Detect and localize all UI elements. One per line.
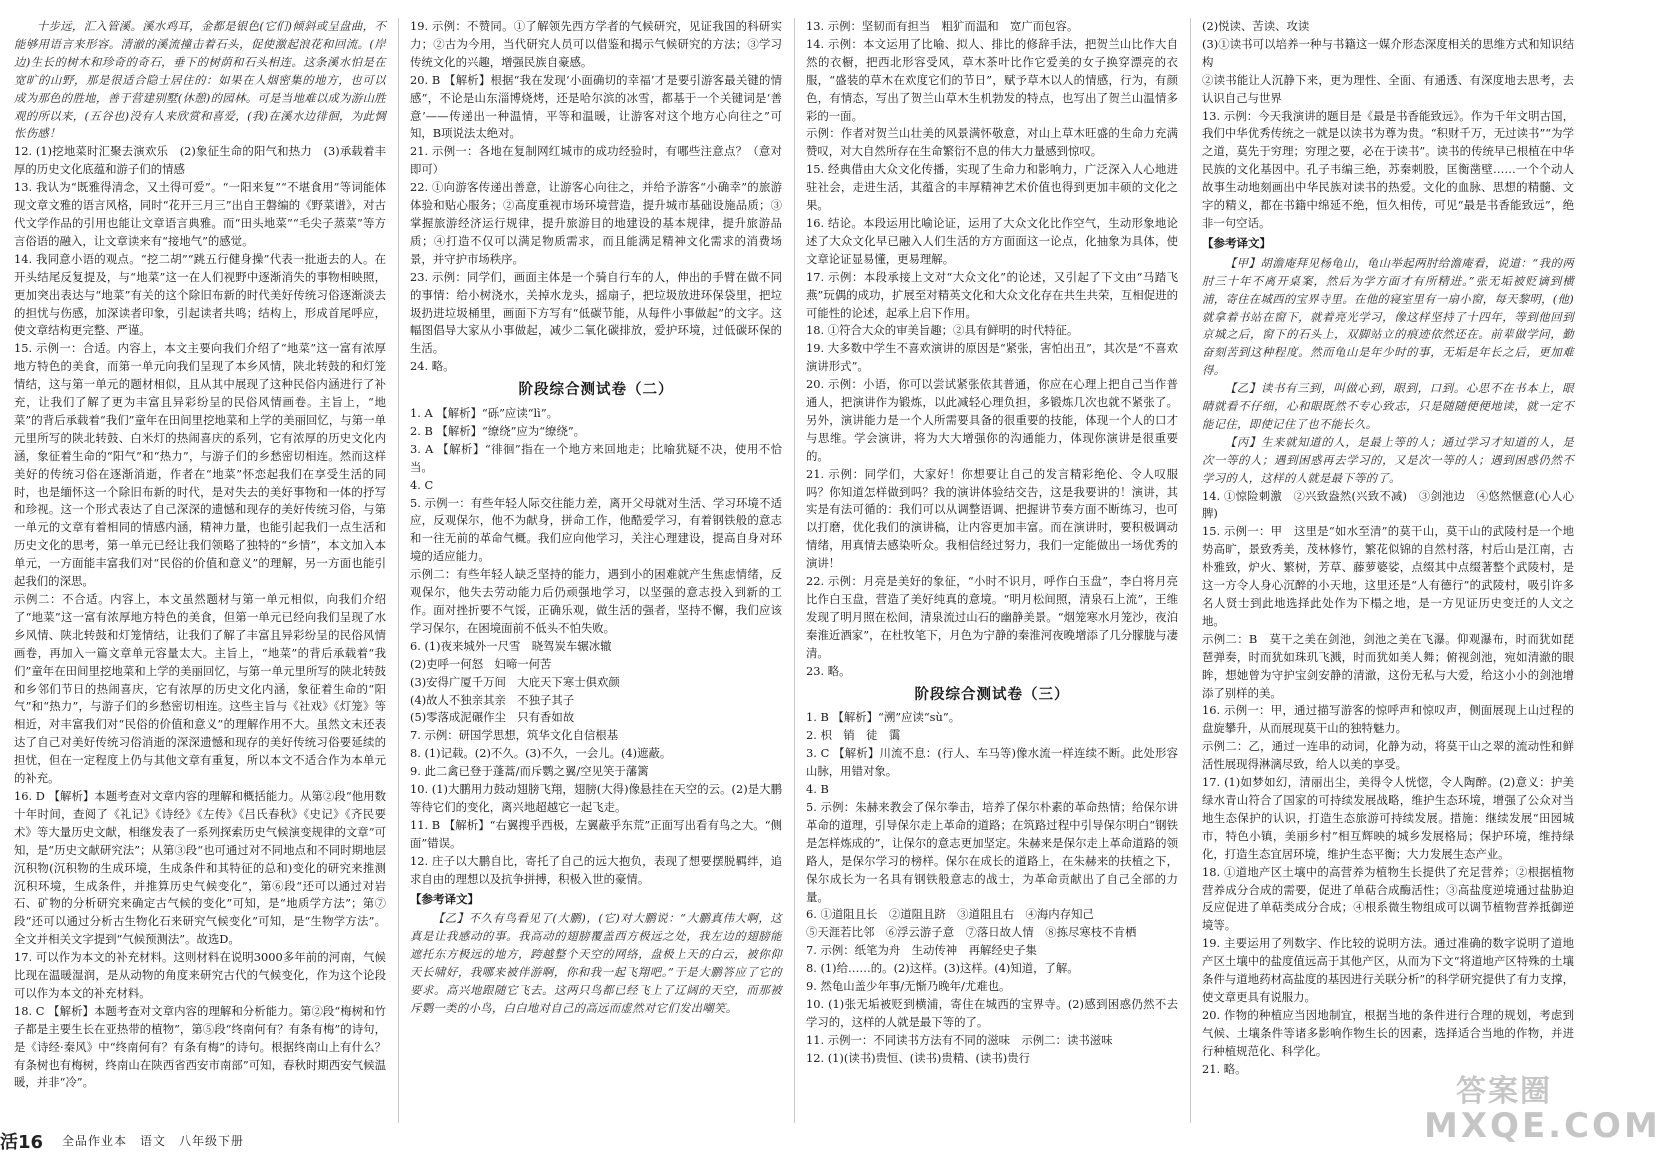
- book-title: 全品作业本 语文 八年级下册: [62, 1134, 245, 1148]
- translation-paragraph: 【甲】胡澹庵拜见杨龟山，龟山举起两肘给澹庵看，说道：“我的两肘三十年不离开桌案，然后为学方面才有所精进。”张无垢被贬谪到横浦，寄住在城西的宝界寺里。在他的寝室里有一扇小窗，每天黎明，(他)就拿着书站在窗下，就着亮光学习，像这样坚持了十四年，等到他回到京城之后，窗下的石头上，双脚站立的痕迹依然还在。前辈做学问，勤奋刻苦到这种程度。然而龟山是年少时的事，无垢是年长之后，更加难得。: [1202, 255, 1574, 378]
- answer-item: 23. 略。: [806, 663, 851, 678]
- answer-item: 4. C: [410, 477, 434, 492]
- answer-item: (5)零落成泥碾作尘 只有香如故: [410, 710, 575, 725]
- answer-item: 13. 示例：今天我演讲的题目是《最是书香能致远》。作为千年文明古国，我们中华优秀传统之一就是以读书为尊为贵。“积财千万，无过读书”“为学之道，莫先于穷理；穷理之要，必在于读书”。读书的传统早已根植在中华民族的文化基因中。孔子韦编三绝，苏秦刺股，匡衡凿壁……一个个动人故事生动地刻画出中华民族对读书的热爱。文化的血脉、思想的精髓、文字的精义，都在书籍中绵延不绝，恒久相传，可见“最是书香能致远”，绝非一句空话。: [1202, 108, 1574, 230]
- answer-item: 16. 结论。本段运用比喻论证，运用了大众文化比作空气，生动形象地论述了大众文化早已融入人们生活的方方面面这一论点，化抽象为具体，使文章论证显易懂，更易理解。: [806, 215, 1178, 266]
- answer-item: 3. A 【解析】“徘徊”指在一个地方来回地走；比喻犹疑不决，使用不恰当。: [410, 441, 782, 474]
- answer-item: 9. 然龟山盖少年事/无惭乃晚年/尤难也。: [806, 979, 1011, 994]
- answer-item: 19. 主要运用了列数字、作比较的说明方法。通过准确的数字说明了道地产区土壤中的盐度值远高于其他产区，从而为下文“将道地产区特殊的土壤条件与道地药材高盐度的基因进行关联分析”的科学研究提供了有力支撑，使文章更具有说服力。: [1202, 936, 1574, 1004]
- answer-item: 17. 可以作为本文的补充材料。这则材料在说明3000多年前的河南，气候比现在温暖湿润，是从动物的角度来研究古代的气候变化，作为这个论段可以作为本文的补充材料。: [14, 950, 386, 1000]
- answer-item: 10. (1)大鹏用力鼓动翅膀飞翔，翅膀(大得)像悬挂在天空的云。(2)是大鹏等待它们的变化，离兴地超越它一起飞走。: [410, 782, 782, 814]
- answer-item: 14. 我同意小语的观点。“挖二胡”“跳五行健身操”代表一批逝去的人。在开头结尾反复提及，与“地菜”这一在人们视野中逐渐消失的事物相映照，更加突出表达与“地菜”有关的这个除旧布新的时代美好传统习俗逐渐淡去的担忧与伤感，加深读者印象，引起读者共鸣；结构上，形成首尾呼应，使文章结构更完整、严谨。: [14, 251, 386, 338]
- column-divider: [794, 18, 795, 1123]
- answer-item: 17. 示例：本段承接上文对“大众文化”的论述，又引起了下文由“马踏飞燕”玩偶的成功，扩展至对精英文化和大众文化存在共生共荣，互相促进的可能性的论述，起承上启下作用。: [806, 269, 1178, 320]
- reference-translation-heading: 【参考译文】: [410, 891, 479, 906]
- answer-item: 5. 示例一：有些年轻人际交往能力差，离开父母就对生活、学习环境不适应，反观保尔，他不为献身，拼命工作，他酷爱学习，有着钢铁般的意志和一往无前的革命气概。我们应向他学习，关注心理建设，提高自身对环境的适应能力。: [410, 495, 782, 564]
- translation-paragraph: 【乙】读书有三到，叫做心到，眼到，口到。心思不在书本上，眼睛就看不仔细，心和眼既然不专心致志，只是随随便便地读，就一定不能记住，即使记住了也不能长久。: [1202, 381, 1574, 431]
- answer-item: 23. 示例：同学们，画面主体是一个骑自行车的人，伸出的手臂在做不同的事情：给小树浇水，关掉水龙头，摇扇子，把垃圾放进环保袋里，把垃圾扔进垃圾桶里，画面下方写有“低碳节能，从每件小事做起”的文字。这幅图倡导大家从小事做起，减少二氧化碳排放，爱护环境，过低碳环保的生活。: [410, 269, 782, 356]
- column-divider: [398, 18, 399, 1123]
- answer-item: (3)安得广厦千万间 大庇天下寒士俱欢颜: [410, 674, 620, 689]
- answer-item: 18. ①符合大众的审美旨趣；②具有鲜明的时代特征。: [806, 323, 1079, 338]
- answer-item: 20. B 【解析】根据“我在发现‘小面确切的幸福’才是要引游客最关键的情感”，不论是山东淄博烧烤，还是哈尔滨的冰雪，都基于一个关键词是‘善意’——传递出一种温情，平等和温暖，让游客对这个地方心向往之”可知，B项说法太绝对。: [410, 72, 782, 141]
- answer-item: 14. 示例：本文运用了比喻、拟人、排比的修辞手法，把贺兰山比作大自然的衣橱，把西北形容受风，草木茶叶比作它爱美的女子换穿漂亮的衣服，“盛装的草木在欢度它们的节日”，赋予草木以人的情感，行为，有颜色，有情态，写出了贺兰山草木生机勃发的特点，也写出了贺兰山温情多彩的一面。: [806, 36, 1178, 123]
- answer-item: 8. (1)给……的。(2)这样。(3)这样。(4)知道，了解。: [806, 961, 1079, 976]
- answer-column-1: [14, 18, 386, 1128]
- section-title: 阶段综合测试卷（二）: [518, 382, 674, 399]
- answer-item: 21. 示例一：各地在复制网红城市的成功经验时，有哪些注意点？（意对即可）: [410, 144, 782, 177]
- answer-item: 16. D 【解析】本题考查对文章内容的理解和概括能力。从第②段“他用数十年时间，查阅了《礼记》《诗经》《左传》《吕氏春秋》《史记》《齐民要术》等大量历史文献，相继发表了一系列探索历史气候演变规律的文章”可知，是“历史文献研究法”；从第③段“也可通过对不同地点和不同时期地层沉积物(沉积物的生成环境，生成条件和其特征的总和)变化的研究来推测沉积环境，生成条件，并推算历史气候变化”，第⑥段“还可以通过对岩石、矿物的分析研究来确定古气候的变化”可知，是“地质学方法”；第⑦段“还可以通过分析古生物化石来研究气候变化”可知，是“生物学方法”。全文并相关文字提到“气候预测法”。故选D。: [14, 788, 386, 947]
- answer-column-2: [410, 18, 782, 1128]
- answer-item: 4. B: [806, 782, 829, 797]
- answer-item: ②读书能让人沉静下来，更为理性、全面、有通透、有深度地去思考，去认识自己与世界: [1202, 72, 1574, 105]
- answer-column-4: [1202, 18, 1574, 1128]
- answer-item: 2. 枳 销 徒 霭: [806, 728, 901, 743]
- answer-item: (2)吏呼一何怒 妇啼一何苦: [410, 656, 552, 671]
- answer-item: 15. 经典借由大众文化传播，实现了生命力和影响力，广泛深入人心地进驻社会，走进生活，其蕴含的丰厚精神艺术价值也得到更加丰硕的文化之果。: [806, 162, 1178, 213]
- answer-item: 16. 示例一：甲，通过描写游客的惊呼声和惊叹声，侧面展现上山过程的盘旋攀升，从而展现莫干山的独特魅力。: [1202, 703, 1574, 736]
- answer-item: 11. 示例一：不同读书方法有不同的滋味 示例二：读书滋味: [806, 1032, 1113, 1047]
- answer-item: 10. (1)张无垢被贬到横浦，寄住在城西的宝界寺。(2)感到困惑仍然不去学习的，这样的人就是最下等的了。: [806, 996, 1178, 1029]
- watermark-cn: 答案圈: [1456, 1074, 1552, 1109]
- answer-item: 15. 示例一：甲 这里是“如水至清”的莫干山，莫干山的武陵村是一个地势高旷，景致秀美，茂林修竹，繁花似锦的自然村落，村后山是江南，古朴雅致，炉火、繁树，芳草、藤萝婆娑，点缀其中点缀著整个武陵村，是这一方令人身心沉醉的小天地，这里还是“人有德行”的武陵村，吸引许多名人贤士到此地选择此处作为下榻之地，是一方见证历史变迁的人文之地。: [1202, 524, 1574, 628]
- answer-item: 18. C 【解析】本题考查对文章内容的理解和分析能力。第②段“梅树和竹子都是主要生长在亚热带的植物”，第⑤段“终南何有？有条有梅”的诗句，是《诗经·秦风》中“终南何有？有条有梅”的诗句。根据终南山上有什么？有条树也有梅树，终南山在陕西省西安市南部”可知，春秋时期西安气候温暖，并非“冷”。: [14, 1003, 386, 1090]
- answer-item: 示例二：B 莫干之美在剑池，剑池之美在飞瀑。仰观瀑布，时而犹如琵琶弹奏，时而犹如珠玑飞溅，时而犹如美人舞；俯视剑池，宛如清澈的眼眸，想她曾为守护宝剑安静的清澈，这份无私与大爱，给这小小的剑池增添了别样的美。: [1202, 631, 1574, 700]
- answer-item: 20. 示例：小语，你可以尝试紧张依其普通，你应在心理上把自己当作普通人，把演讲作为锻炼，以此减轻心理负担，多锻炼几次也就不紧张了。另外，演讲能力是一个人所需要具备的很重要的技能，体现一个人的口才与思维。学会演讲，将为大大增强你的沟通能力，体现你演讲是很重要的。: [806, 377, 1178, 463]
- answer-item: 示例：作者对贺兰山壮美的风景满怀敬意，对山上草木旺盛的生命力充满赞叹，对大自然所存在生命繁衍不息的伟大力量感到惊叹。: [806, 126, 1178, 159]
- column-divider: [1190, 18, 1191, 1123]
- answer-item: 24. 略。: [410, 359, 455, 374]
- answer-item: (4)故人不独亲其亲 不独子其子: [410, 692, 575, 707]
- translation-paragraph: 【丙】生来就知道的人，是最上等的人；通过学习才知道的人，是次一等的人；遇到困惑再去学习的，又是次一等的人；遇到困惑仍然不学习的人，这样的人就是最下等的了。: [1202, 434, 1574, 485]
- answer-item: 21. 示例：同学们，大家好！你想要让自己的发言精彩绝伦、令人叹服吗？你知道怎样做到吗？我的演讲体验结交告，这是我要讲的！演讲，其实是有法可循的：我们可以从调整语调、把握讲节奏方面不断练习，也可以打磨，优化我们的演讲稿，让内容更加丰富。而在演讲时，要积极调动情绪，用真情去感染听众。我相信经过努力，我们一定能做出一场优秀的演讲！: [806, 466, 1178, 571]
- page-footer: [0, 1128, 400, 1154]
- answer-item: 11. B 【解析】“右翼搜乎西极，左翼蔽乎东荒”正面写出看有鸟之大。“侧面”错误。: [410, 817, 782, 850]
- section-title: 阶段综合测试卷（三）: [914, 686, 1070, 703]
- answer-item: 21. 略。: [1202, 1061, 1247, 1076]
- answer-item: 12. 庄子以大鹏自比，寄托了自己的远大抱负，表现了想要摆脱羁绊，追求自由的理想以及抗争拼搏，积极入世的豪情。: [410, 853, 782, 886]
- answer-item: 12. (1)挖地菜时汇聚去演欢乐 (2)象征生命的阳气和热力 (3)承载着丰厚的历史文化底蕴和游子们的情感: [14, 144, 386, 177]
- answer-item: (2)悦读、苦读、攻读: [1202, 19, 1310, 33]
- answer-item: 6. ①道阻且长 ②道阻且跻 ③道阻且右 ④海内存知己: [806, 907, 1094, 922]
- answer-item: 12. (1)(读书)贵恒、(读书)贵精、(读书)贵行: [806, 1050, 1031, 1065]
- answer-item: 3. C 【解析】川流不息：(行人、车马等)像水流一样连续不断。此处形容山脉，用错对象。: [806, 746, 1178, 779]
- answer-item: 2. B 【解析】“缭绕”应为“缭绕”。: [410, 423, 586, 438]
- answer-item: 15. 示例一：合适。内容上，本文主要向我们介绍了“地菜”这一富有浓厚地方特色的美食，而第一单元向我们呈现了本乡风情，陕北转鼓的和灯笼情结，这与第一单元的题材相似，且从其中展现了这种民俗内涵进行了补充，让我们了解了更为丰富且异彩纷呈的民俗风情画卷。主旨上，“地菜”的背后承载着“我们”童年在田间里挖地菜和上学的美丽回忆，与第一单元里所写的陕北转鼓、白米灯的热闹喜庆的系列，它有浓厚的历史文化内涵，象征着生命的“阳气”和“热力”，与游子们的乡愁密切相连。然而这样美好的传统习俗在逐渐消逝，作者在“地菜”怀恋起我们在享受生活的同时，也是缅怀这一个除旧布新的时代，是对失去的美好事物和一体的抒写和珍视。这一个形式表达了自己深深的遗憾和现存的美好传统习俗，与第一单元的文章有着相同的情感内涵，精神力量，也能引起我们一点生活和历史文化的思考，第一单元已经让我们领略了独特的“乡情”，本文加入本单元，一方面能丰富我们对“民俗的价值和意义”的理解，另一方面也能引起我们的深思。: [14, 341, 386, 589]
- answer-item: ⑤天涯若比邻 ⑥浮云游子意 ⑦落日故人情 ⑧拣尽寒枝不肯栖: [806, 925, 1137, 940]
- site-watermark: [1396, 1060, 1661, 1156]
- answer-item: 20. 作物的种植应当因地制宜，根据当地的条件进行合理的规划，考虑到气候、土壤条件等诸多影响作物生长的因素，选择适合当地的作物，并进行种植规范化、科学化。: [1202, 1007, 1574, 1058]
- answer-item: 19. 示例：不赞同。①了解领先西方学者的气候研究，见证我国的科研实力；②古为今用，当代研究人员可以借鉴和揭示气候研究的方法；③学习传统文化的兴趣，增强民族自豪感。: [410, 19, 782, 69]
- answer-item: 19. 大多数中学生不喜欢演讲的原因是“紧张，害怕出丑”，其次是“不喜欢演讲形式”。: [806, 341, 1178, 374]
- answer-item: 1. A 【解析】“砾”应读“lì”。: [410, 406, 559, 421]
- translation-paragraph: 十步远，汇入管溪。溪水鸡耳，金都是银色(它们)倾斜或呈盘曲，不能够用语言来形容。清澈的溪流撞击着石头，促使激起浪花和回流。(岸边)生长的树木和珍奇的奇石，垂下的树荫和石头相连。这条溪水怕是在宽旷的山野，那是很适合隐士居住的：如果在人烟密集的地方，也可以成为那色的胜地，善于营建别墅(休憩)的园林。可是当地难以成为游山胜观的所以来，(五谷也)没有人来欣赏和喜爱，(我)在溪水边徘徊，为此惆怅伤感！: [14, 19, 386, 141]
- answer-item: 7. 示例：研国学思想，筑华文化自信根基: [410, 728, 619, 743]
- answer-item: 6. (1)夜来城外一尺雪 晓驾炭车辗冰辙: [410, 638, 612, 653]
- answer-item: 22. 示例：月亮是美好的象征，“小时不识月，呼作白玉盘”，李白将月亮比作白玉盘，营造了美好纯真的意境。“明月松间照，清泉石上流”，王维发现了明月照在松间，清泉流过山石的幽静美景。“烟笼寒水月笼沙，夜泊秦淮近酒家”，在杜牧笔下，月色为宁静的秦淮河夜晚增添了几分朦胧与凄清。: [806, 574, 1178, 660]
- answer-item: 13. 示例：坚韧而有担当 粗犷而温和 宽广而包容。: [806, 19, 1079, 33]
- answer-item: 示例二：有些年轻人缺乏坚持的能力，遇到小的困难就产生焦虑情绪，反观保尔，他失去劳动能力后仍顽强地学习，以坚强的意志投入到新的工作。面对挫折要不气馁，正确乐观，做生活的强者，坚持不懈，我们应该学习保尔，在困境面前不低头不怕失败。: [410, 567, 782, 635]
- answer-item: (3)①读书可以培养一种与书籍这一媒介形态深度相关的思维方式和知识结构: [1202, 36, 1574, 69]
- answer-item: 17. (1)如梦如幻，清丽出尘，美得令人恍惚，令人陶醉。(2)意义：护美绿水青山符合了国家的可持续发展战略，维护生态环境，增强了公众对当地生态保护的认识，打造生态旅游可持续发展。措施：继续发展“田园城市，特色小镇，美丽乡村”相互辉映的城乡发展格局；保护环境，维持绿化，打造生态宜居环境，维护生态平衡；大力发展生态产业。: [1202, 775, 1574, 861]
- answer-item: 示例二：不合适。内容上，本文虽然题材与第一单元相似，向我们介绍了“地菜”这一富有浓厚地方特色的美食，但第一单元已经向我们呈现了水乡风情、陕北转鼓和灯笼情结，让我们了解了丰富且异彩纷呈的民俗风情画卷，再加入一篇文章单元容量太大。主旨上，“地菜”的背后承载着“我们”童年在田间里挖地菜和上学的美丽回忆，与第一单元里所写的陕北转鼓和乡邻们节日的热闹喜庆，它有浓厚的历史文化内涵，象征着生命的“阳气”和“热力”，与游子们的乡愁密切相连。这些主旨与《社戏》《灯笼》等相近，对丰富我们对“民俗的价值和意义”的理解作用不大。虽然文末还表达了自己对美好传统习俗消逝的深深遗憾和现存的美好传统习俗要延续的担忧，但在一定程度上仍与其他文章有重复，所以本文不适合作为本单元的补充。: [14, 592, 386, 786]
- answer-item: 示例二：乙，通过一连串的动词，化静为动，将莫干山之翠的流动性和鲜活性展现得淋漓尽致，给人以美的享受。: [1202, 739, 1574, 772]
- answer-item: 7. 示例：纸笔为舟 生动传神 再解经史子集: [806, 943, 1037, 958]
- answer-item: 13. 我认为“既雅得清念，又土得可爱”。“一阳来复”“不堪食用”等词能体现文章文雅的语言风格，同时“花开三月三”出自王磐编的《野菜谱》，对古代文学作品的引用也能让文章语言典雅。而“田头地菜”“毛尖子蒸菜”等方言俗语的融入，让文章读来有“接地气”的感觉。: [14, 180, 386, 248]
- answer-item: 8. (1)记载。(2)不久。(3)不久，一会儿。(4)遮蔽。: [410, 746, 672, 761]
- answer-item: 14. ①惊险刺激 ②兴致盎然(兴致不减) ③剑池边 ④悠然惬意(心人心脾): [1202, 488, 1574, 521]
- watermark-en: MXQE.COM: [1424, 1106, 1661, 1146]
- reference-translation-heading: 【参考译文】: [1202, 235, 1271, 250]
- answer-column-3: [806, 18, 1178, 1128]
- page-number: 活16: [0, 1132, 44, 1153]
- answer-item: 5. 示例：朱赫来教会了保尔拳击，培养了保尔朴素的革命热情；给保尔讲革命的道理，引导保尔走上革命的道路；在筑路过程中引导保尔明白“钢铁是怎样炼成的”，让保尔的意志更加坚定。朱赫来是保尔走上革命道路的领路人，是保尔学习的榜样。保尔在成长的道路上，在朱赫来的扶植之下，保尔成长为一名具有钢铁般意志的战士，为革命贡献出了自己全部的力量。: [806, 799, 1178, 904]
- answer-item: 9. 此二禽已登于蓬蒿/而斥鹦之翼/空见笑于藩篱: [410, 764, 649, 779]
- translation-paragraph: 【乙】不久有鸟看见了(大鹏)，(它)对大鹏说：“大鹏真伟大啊，这真是让我感动的事。我高动的翅膀覆盖西方极远之处，我左边的翅膀能遮托东方极远的地方，跨越整个天空的网络，盘极上天的白云，被你仰天长啸好，我哪来被伴游啊，你和我一起飞翔吧。”于是大鹏答应了它的要求。高兴地跟随它飞去。这两只鸟都已经飞上了辽阔的天空，而那被斥鹦一类的小鸟，白白地对自己的高远而虚然对它们发出嘲笑。: [410, 911, 782, 1015]
- answer-item: 1. B 【解析】“溯”应读“sù”。: [806, 710, 961, 725]
- answer-item: 22. ①向游客传递出善意，让游客心向往之，并给予游客“小确幸”的旅游体验和贴心服务；②高度重视市场环境营造，提升城市基础设施品质；③掌握旅游经济运行规律，提升旅游目的地建设的基本规律，提升旅游品质；④打造不仅可以满足物质需求，而且能满足精神文化需求的消费场景，并守护市场秩序。: [410, 180, 782, 266]
- answer-item: 18. ①道地产区土壤中的高营养为植物生长提供了充足营养；②根据植物营养成分合成的需要，促进了单萜合成酶活性；③高盐度逆境通过盐胁迫反应促进了单萜类成分合成；④根系微生物组成可以调节植物营养抵御逆境等。: [1202, 864, 1574, 933]
